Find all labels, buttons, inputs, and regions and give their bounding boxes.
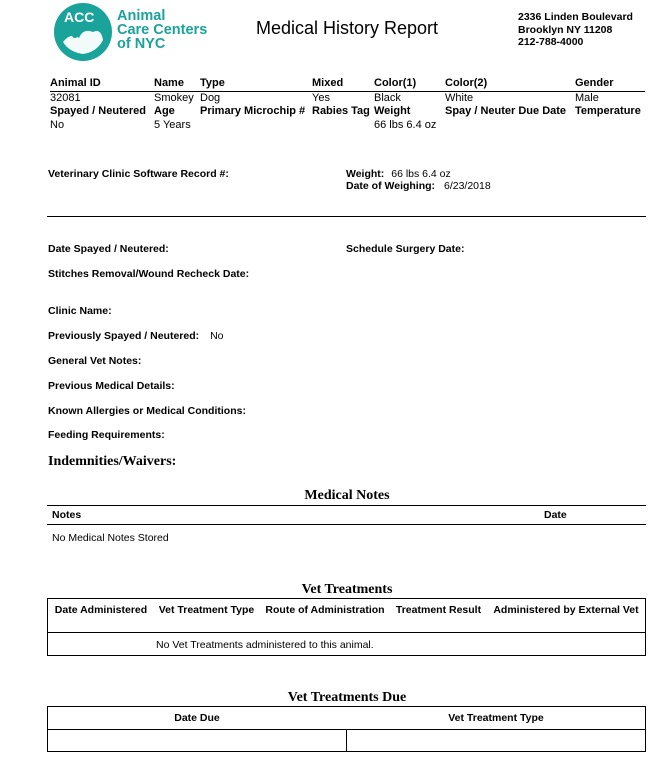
header-color1: Color(1)	[374, 77, 445, 91]
header-color2: Color(2)	[445, 77, 575, 91]
logo-abbr: ACC	[64, 9, 95, 25]
value-gender: Male	[575, 91, 599, 104]
value-mixed: Yes	[312, 91, 330, 104]
header-name: Name	[154, 77, 200, 91]
medical-notes-title: Medical Notes	[304, 488, 390, 503]
animal-value-row-1	[50, 91, 645, 105]
value-age: 5 Years	[154, 118, 191, 131]
vt-col-route: Route of Administration	[265, 604, 385, 616]
vet-treatments-table	[47, 598, 646, 656]
vet-treatments-due-title: Vet Treatments Due	[287, 690, 407, 705]
medical-notes-top-rule	[47, 505, 646, 506]
medical-notes-header-rule	[47, 524, 646, 525]
header-spayed: Spayed / Neutered	[50, 105, 146, 117]
value-microchip	[200, 119, 312, 133]
vt-empty: No Vet Treatments administered to this animal.	[156, 639, 374, 651]
vtd-col-date-due: Date Due	[174, 712, 220, 724]
vt-col-external-vet: Administered by External Vet	[493, 604, 639, 616]
value-spay-due-date	[445, 119, 575, 133]
vt-header-rule	[48, 632, 645, 633]
indemnities-label: Indemnities/Waivers:	[48, 454, 177, 469]
logo-line-3: of NYC	[117, 36, 166, 52]
org-phone: 212-788-4000	[518, 36, 584, 48]
address-line-1: 2336 Linden Boulevard	[518, 11, 633, 23]
animal-header-row-1	[50, 77, 645, 91]
weight-field	[346, 168, 451, 180]
date-spayed-label: Date Spayed / Neutered:	[48, 243, 169, 255]
value-color1: Black	[374, 91, 401, 104]
medical-notes-col-notes: Notes	[52, 509, 82, 521]
value-color2: White	[445, 91, 474, 104]
value-weight: 66 lbs 6.4 oz	[374, 118, 437, 131]
header-gender: Gender	[575, 77, 645, 91]
medical-notes-empty: No Medical Notes Stored	[52, 532, 169, 544]
vet-treatments-due-table	[47, 706, 646, 752]
header-weight: Weight	[374, 105, 411, 117]
clinic-name-label: Clinic Name:	[48, 305, 112, 317]
prev-medical-label: Previous Medical Details:	[48, 380, 175, 392]
weight-label: Weight:	[346, 168, 385, 180]
general-notes-label: General Vet Notes:	[48, 355, 142, 367]
value-temperature	[575, 119, 645, 133]
value-type: Dog	[200, 91, 221, 104]
vtd-cell-divider	[346, 729, 347, 751]
prev-spayed-field	[48, 330, 224, 342]
value-name: Smokey	[154, 91, 194, 104]
page-title: Medical History Report	[256, 18, 439, 38]
vt-col-result: Treatment Result	[395, 604, 482, 616]
value-spayed: No	[50, 118, 65, 131]
feeding-label: Feeding Requirements:	[48, 429, 165, 441]
header-temperature: Temperature	[575, 105, 641, 117]
vet-treatments-title: Vet Treatments	[301, 582, 393, 597]
org-address	[518, 11, 633, 49]
animal-header-row-2	[50, 105, 645, 119]
address-line-2: Brooklyn NY 11208	[518, 23, 613, 36]
weighing-date-field	[346, 180, 491, 192]
software-record-label: Veterinary Clinic Software Record #:	[48, 168, 229, 180]
animal-value-row-2	[50, 119, 645, 133]
stitches-label: Stitches Removal/Wound Recheck Date:	[48, 268, 250, 280]
header-mixed: Mixed	[312, 77, 374, 91]
weight-value: 66 lbs 6.4 oz	[391, 168, 451, 180]
header-animal-id: Animal ID	[50, 77, 154, 91]
prev-spayed-value: No	[210, 330, 224, 342]
prev-spayed-label: Previously Spayed / Neutered:	[48, 330, 200, 342]
value-animal-id: 32081	[50, 91, 81, 104]
vt-col-date-administered: Date Administered	[54, 604, 148, 616]
logo-line-1: Animal	[117, 8, 166, 24]
header-spay-due-date: Spay / Neuter Due Date	[445, 105, 567, 117]
weighing-date-value: 6/23/2018	[443, 180, 491, 192]
schedule-surgery-label: Schedule Surgery Date:	[346, 243, 465, 255]
header-type: Type	[200, 77, 312, 91]
header-age: Age	[154, 105, 175, 117]
weighing-date-label: Date of Weighing:	[346, 180, 436, 192]
logo-line-2: Care Centers	[117, 22, 208, 38]
vt-col-treatment-type: Vet Treatment Type	[158, 604, 255, 616]
value-rabies-tag	[312, 119, 374, 133]
animal-info-table	[50, 77, 645, 132]
vtd-col-type: Vet Treatment Type	[448, 712, 544, 724]
allergies-label: Known Allergies or Medical Conditions:	[48, 405, 246, 417]
header-rabies-tag: Rabies Tag	[312, 105, 370, 117]
header-microchip: Primary Microchip #	[200, 105, 306, 117]
section-divider	[47, 216, 646, 217]
medical-notes-col-date: Date	[544, 509, 567, 521]
